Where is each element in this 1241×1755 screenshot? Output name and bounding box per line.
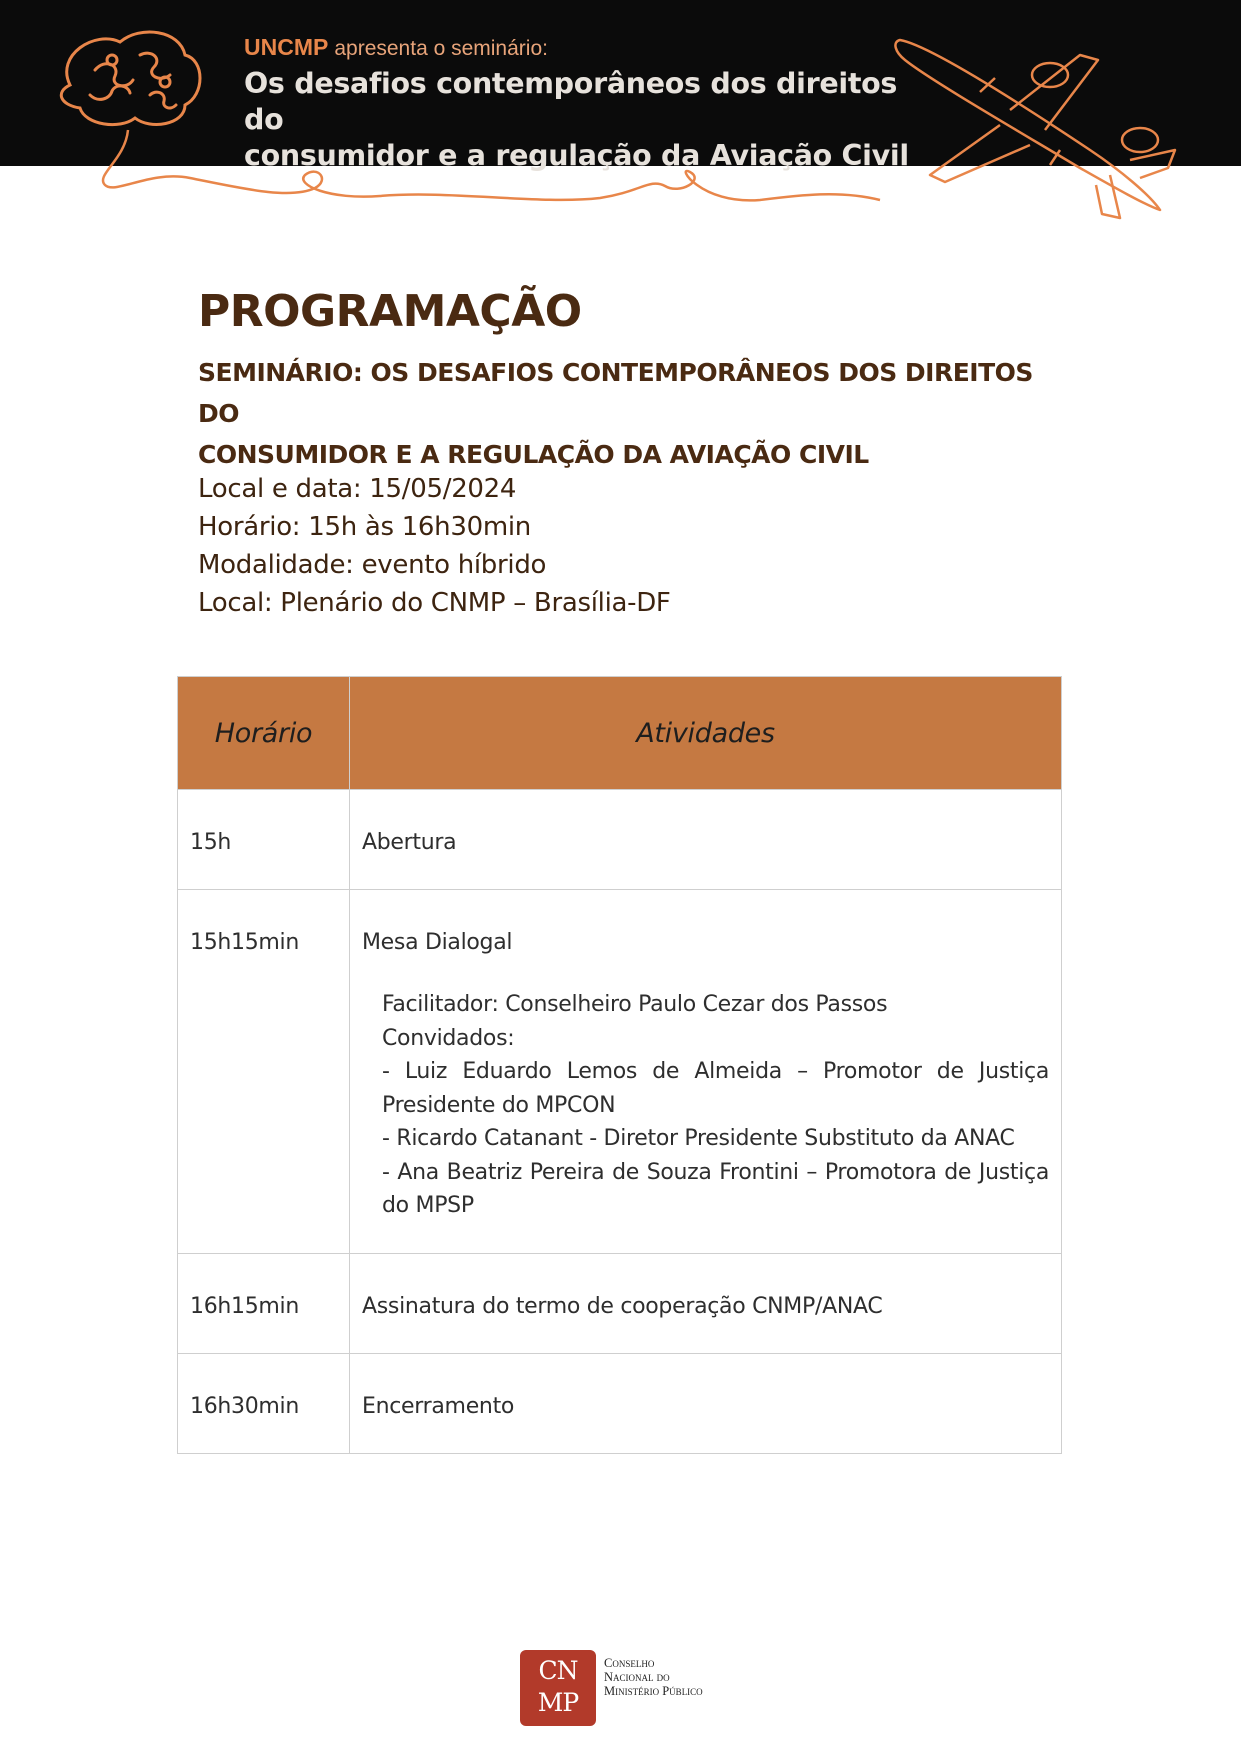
logo-org-name [604, 1656, 744, 1698]
schedule-table [177, 676, 1062, 1454]
table-row [178, 890, 1062, 1254]
logo-org-line-2: Nacional do [604, 1670, 670, 1684]
page-subtitle [198, 352, 1078, 475]
activity-details [382, 988, 1049, 1223]
banner-eyebrow [244, 34, 548, 61]
guest-item: - Ricardo Catanant - Diretor Presidente Substituto da ANAC [382, 1126, 1015, 1151]
guest-item: - Ana Beatriz Pereira de Souza Frontini – Promotora de Justiça do MPSP [382, 1159, 1049, 1218]
table-row [178, 790, 1062, 890]
page-subtitle-line-2: CONSUMIDOR E A REGULAÇÃO DA AVIAÇÃO CIVIL [198, 440, 869, 469]
row-activity: Encerramento [350, 1354, 1062, 1454]
event-info [198, 470, 671, 622]
row-time: 16h30min [178, 1354, 350, 1454]
logo-mark [520, 1650, 596, 1726]
row-time: 15h [178, 790, 350, 890]
banner-title-line-1: Os desafios contemporâneos dos direitos do [244, 67, 898, 136]
logo-letters-top: CN [538, 1656, 578, 1685]
table-header-row [178, 677, 1062, 790]
brain-icon [61, 32, 200, 125]
banner-title [244, 66, 944, 174]
header-time: Horário [178, 677, 350, 790]
row-activity: Mesa Dialogal [362, 930, 513, 955]
info-location: Local: Plenário do CNMP – Brasília-DF [198, 588, 671, 618]
header-activity: Atividades [350, 677, 1062, 790]
facilitator-line: Facilitador: Conselheiro Paulo Cezar dos Passos [382, 992, 888, 1017]
info-time: Horário: 15h às 16h30min [198, 512, 531, 542]
table-row [178, 1354, 1062, 1454]
row-time: 15h15min [178, 890, 350, 1254]
logo-org-line-1: Conselho [604, 1656, 655, 1670]
banner-title-line-2: consumidor e a regulação da Aviação Civil [244, 139, 909, 172]
guest-item: - Luiz Eduardo Lemos de Almeida – Promotor de Justiça Presidente do MPCON [382, 1059, 1049, 1118]
info-date: Local e data: 15/05/2024 [198, 474, 517, 504]
row-activity: Abertura [350, 790, 1062, 890]
logo-org-line-3: Ministério Público [604, 1684, 703, 1698]
page-title: PROGRAMAÇÃO [198, 286, 582, 337]
page-subtitle-line-1: SEMINÁRIO: OS DESAFIOS CONTEMPORÂNEOS DOS DIREITOS DO [198, 358, 1033, 428]
row-time: 16h15min [178, 1254, 350, 1354]
table-row [178, 1254, 1062, 1354]
guests-label: Convidados: [382, 1025, 515, 1051]
cnmp-logo [520, 1650, 740, 1730]
row-activity-cell [350, 890, 1062, 1254]
banner-org: UNCMP [244, 34, 329, 60]
banner-eyebrow-text: apresenta o seminário: [334, 37, 548, 60]
row-activity: Assinatura do termo de cooperação CNMP/ANAC [350, 1254, 1062, 1354]
info-modality: Modalidade: evento híbrido [198, 550, 547, 580]
logo-letters-bottom: MP [537, 1688, 579, 1717]
